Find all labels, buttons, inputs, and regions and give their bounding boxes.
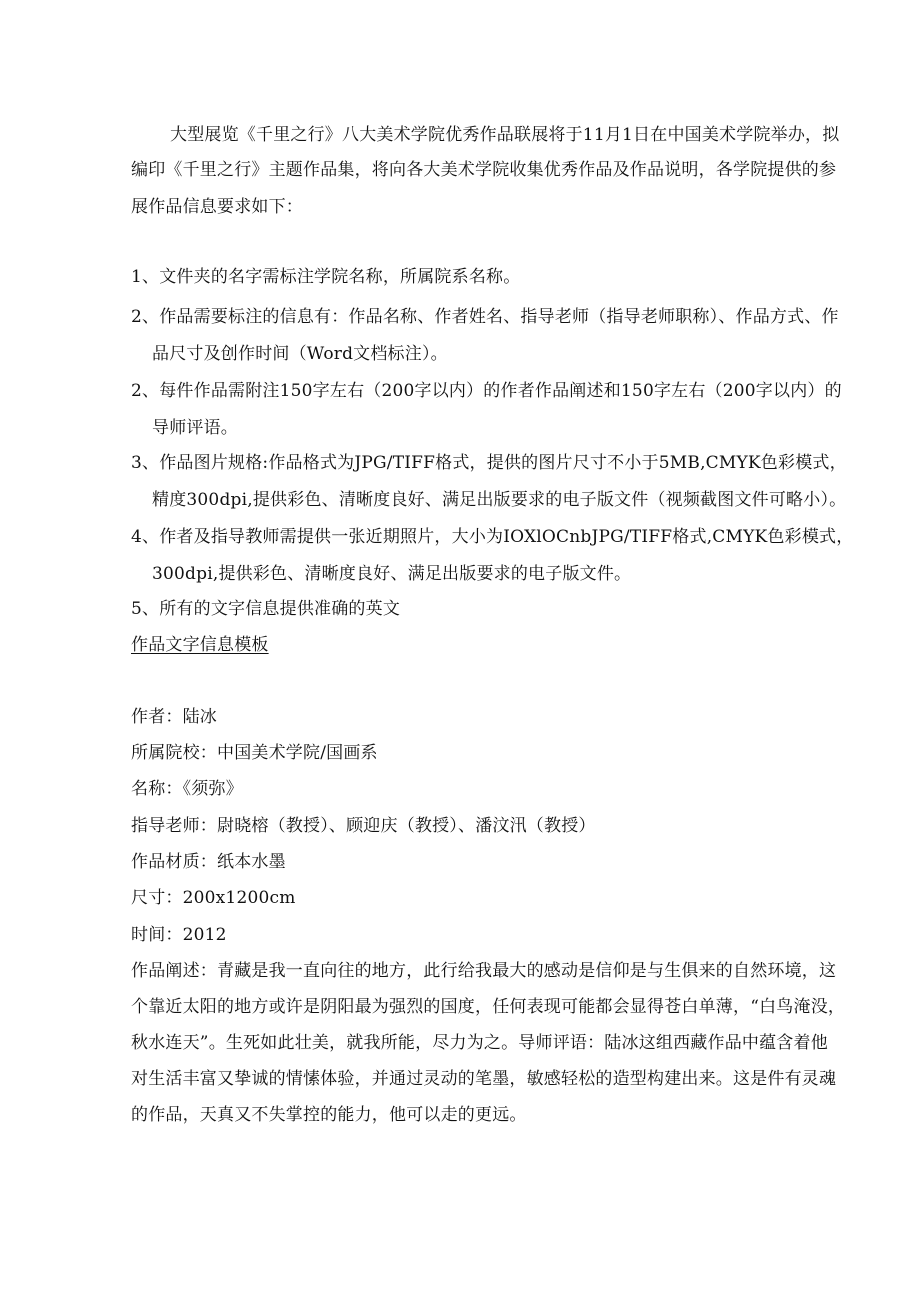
requirement-5: 4、作者及指导教师需提供一张近期照片，大小为IOXlOCnbJPG/TIFF格式,CMYK色彩模式， [131,527,854,547]
field-advisors: 指导老师：尉晓榕（教授）、顾迎庆（教授）、潘汶汛（教授） [131,816,596,836]
field-school: 所属院校：中国美术学院/国画系 [131,743,378,763]
field-name: 名称：《须弥》 [131,779,243,799]
requirement-5-cont: 300dpi,提供彩色、清晰度良好、满足出版要求的电子版文件。 [152,564,632,584]
requirement-2: 2、作品需要标注的信息有：作品名称、作者姓名、指导老师（指导老师职称）、作品方式、作 [131,307,839,327]
field-author: 作者：陆冰 [131,707,217,727]
intro-line-3: 展作品信息要求如下： [131,197,303,217]
requirement-1: 1、文件夹的名字需标注学院名称，所属院系名称。 [131,267,521,287]
requirement-4-cont: 精度300dpi,提供彩色、清晰度良好、满足出版要求的电子版文件（视频截图文件可略小）。 [152,490,847,510]
intro-line-1: 大型展览《千里之行》八大美术学院优秀作品联展将于11月1日在中国美术学院举办，拟 [170,125,840,145]
statement-line-3: 秋水连天”。生死如此壮美，就我所能，尽力为之。导师评语：陆冰这组西藏作品中蕴含着他 [131,1033,828,1053]
field-size: 尺寸：200x1200cm [131,888,296,908]
statement-line-2: 个靠近太阳的地方或许是阴阳最为强烈的国度，任何表现可能都会显得苍白单薄，“白鸟淹没， [131,997,846,1017]
template-title: 作品文字信息模板 [131,635,269,655]
field-material: 作品材质：纸本水墨 [131,852,286,872]
requirement-3: 2、每件作品需附注150字左右（200字以内）的作者作品阐述和150字左右（200字以内）的 [131,381,842,401]
statement-line-1: 作品阐述：青藏是我一直向往的地方，此行给我最大的感动是信仰是与生俱来的自然环境，这 [131,961,837,981]
requirement-6: 5、所有的文字信息提供准确的英文 [131,599,401,619]
statement-line-4: 对生活丰富又挚诚的情愫体验，并通过灵动的笔墨，敏感轻松的造型构建出来。这是件有灵魂 [131,1069,837,1089]
requirement-2-cont: 品尺寸及创作时间（Word文档标注）。 [152,344,448,364]
statement-line-5: 的作品，天真又不失掌控的能力，他可以走的更远。 [131,1105,527,1125]
intro-line-2: 编印《千里之行》主题作品集，将向各大美术学院收集优秀作品及作品说明，各学院提供的参 [131,160,837,180]
requirement-4: 3、作品图片规格:作品格式为JPG/TIFF格式，提供的图片尺寸不小于5MB,CMYK色彩模式， [131,453,847,473]
field-time: 时间：2012 [131,925,227,945]
requirement-3-cont: 导师评语。 [152,418,238,438]
